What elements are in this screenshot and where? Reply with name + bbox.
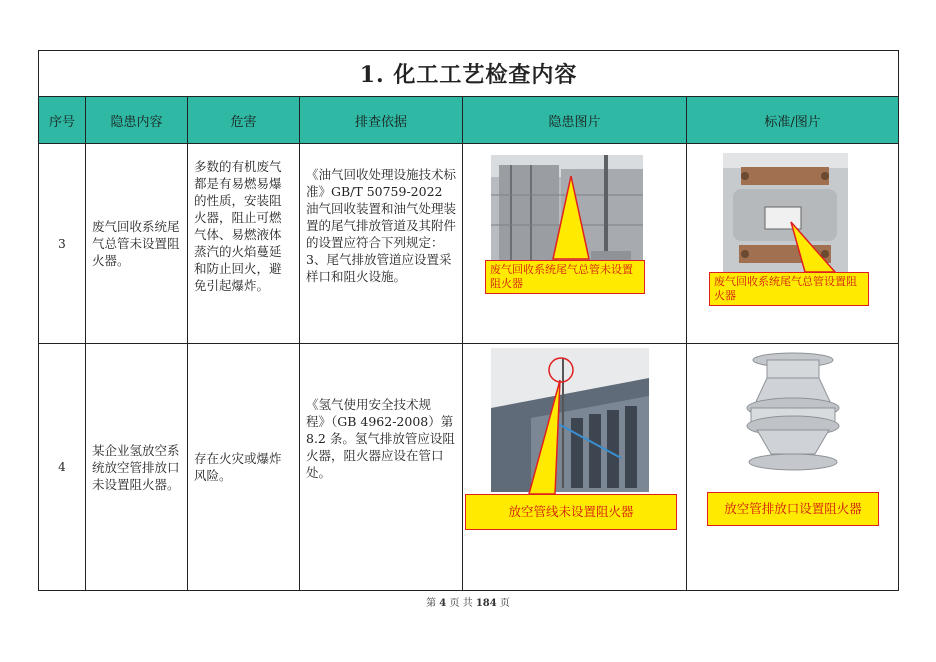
basis-text: 《油气回收处理设施技术标准》GB/T 50759-2022 油气回收装置和油气处理装置的尾气排放管道及其附件的设置应符合下列规定：3、尾气排放管道应设置采样口和阻火设施。 [300,144,463,344]
table-row [39,344,899,591]
basis-text: 《氢气使用安全技术规程》（GB 4962-2008）第8.2 条。氢气排放管应设阻火器，阻火器应设在管口处。 [300,344,463,591]
header-cell: 排查依据 [300,97,463,144]
hazard-photo-cell [463,344,687,591]
standard-photo-cell [687,344,899,591]
current-page: 4 [439,598,447,609]
hazard-content: 某企业氢放空系统放空管排放口未设置阻火器。 [86,344,188,591]
hazard-photo-cell [463,144,687,344]
standard-caption: 放空管排放口设置阻火器 [707,492,879,526]
header-row [39,97,899,144]
row-number: 3 [39,144,86,344]
footer-suffix: 页 [499,598,510,609]
footer-mid: 页 共 [449,598,473,609]
row-number: 4 [39,344,86,591]
hazard-caption: 废气回收系统尾气总管未设置阻火器 [485,260,645,294]
header-cell: 隐患内容 [86,97,188,144]
header-cell: 危害 [188,97,300,144]
footer-prefix: 第 [426,598,437,609]
inspection-sheet [38,50,898,591]
hazard-caption: 放空管线未设置阻火器 [465,494,677,530]
standard-caption: 废气回收系统尾气总管设置阻火器 [709,272,869,306]
standard-photo [733,350,853,476]
hazard-content: 废气回收系统尾气总管未设置阻火器。 [86,144,188,344]
standard-photo-cell [687,144,899,344]
inspection-table [38,50,899,591]
header-cell: 序号 [39,97,86,144]
total-pages: 184 [475,598,497,609]
harm-text: 存在火灾或爆炸风险。 [188,344,300,591]
page-title: 1. 化工工艺检查内容 [39,51,899,97]
table-row [39,144,899,344]
harm-text: 多数的有机废气都是有易燃易爆的性质，安装阻火器，阻止可燃气体、易燃液体蒸汽的火焰蔓延和防止回火，避免引起爆炸。 [188,144,300,344]
header-cell: 标准/图片 [687,97,899,144]
header-cell: 隐患图片 [463,97,687,144]
page-footer [0,594,936,609]
